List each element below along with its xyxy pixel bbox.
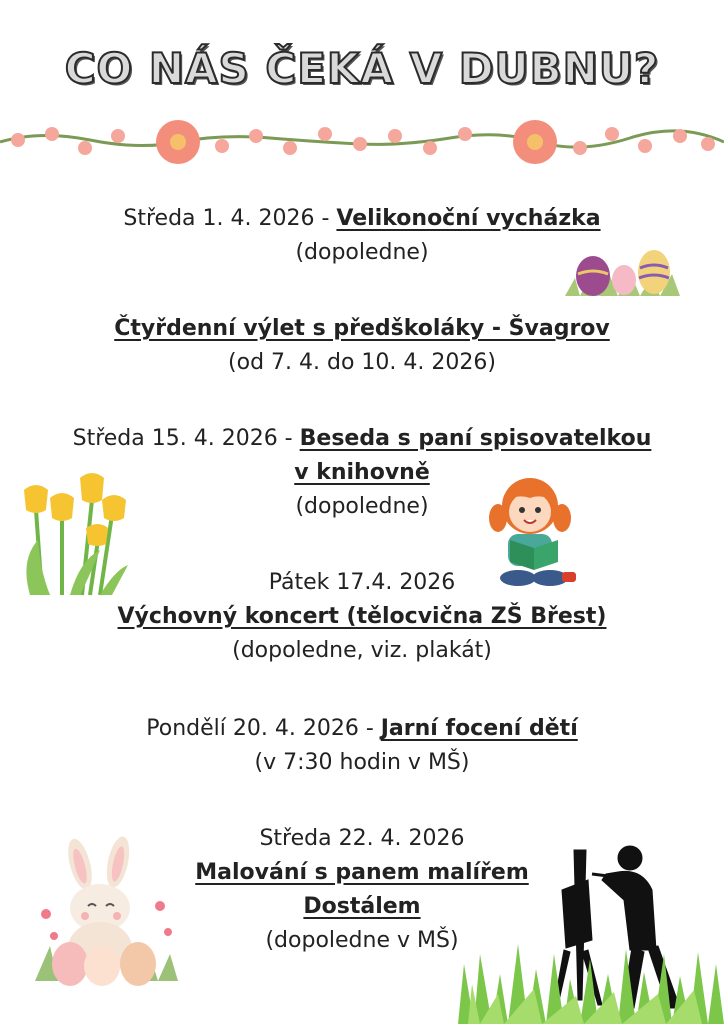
event-name: Výchovný koncert (tělocvična ZŠ Břest) [117,604,607,629]
reading-girl-icon [488,470,580,590]
event-note: (v 7:30 hodin v MŠ) [254,750,470,775]
tulips-icon [20,470,130,600]
event-date: Pondělí 20. 4. 2026 - [146,716,381,741]
event-item [0,312,724,380]
event-date: Středa 22. 4. 2026 [259,826,465,851]
grass-icon [458,924,724,1024]
event-date: Středa 15. 4. 2026 - [72,426,300,451]
event-name-continued: Dostálem [303,894,421,919]
flower-garland-icon [0,112,724,172]
event-name-continued: v knihovně [294,460,430,485]
event-date: Středa 1. 4. 2026 - [123,206,337,231]
event-item [0,712,724,780]
page-title: CO NÁS ČEKÁ V DUBNU? [64,44,660,93]
event-name: Čtyřdenní výlet s předškoláky - Švagrov [114,316,610,341]
event-name: Jarní focení dětí [380,716,578,741]
event-date: Pátek 17.4. 2026 [268,570,456,595]
easter-bunny-icon [30,836,180,986]
event-name: Beseda s paní spisovatelkou [299,426,652,451]
event-note: (dopoledne v MŠ) [265,928,459,953]
easter-eggs-icon [560,238,690,300]
event-note: (od 7. 4. do 10. 4. 2026) [228,350,496,375]
event-note: (dopoledne, viz. plakát) [232,638,492,663]
event-note: (dopoledne) [295,494,429,519]
event-name: Malování s panem malířem [195,860,529,885]
event-note: (dopoledne) [295,240,429,265]
event-name: Velikonoční vycházka [336,206,601,231]
